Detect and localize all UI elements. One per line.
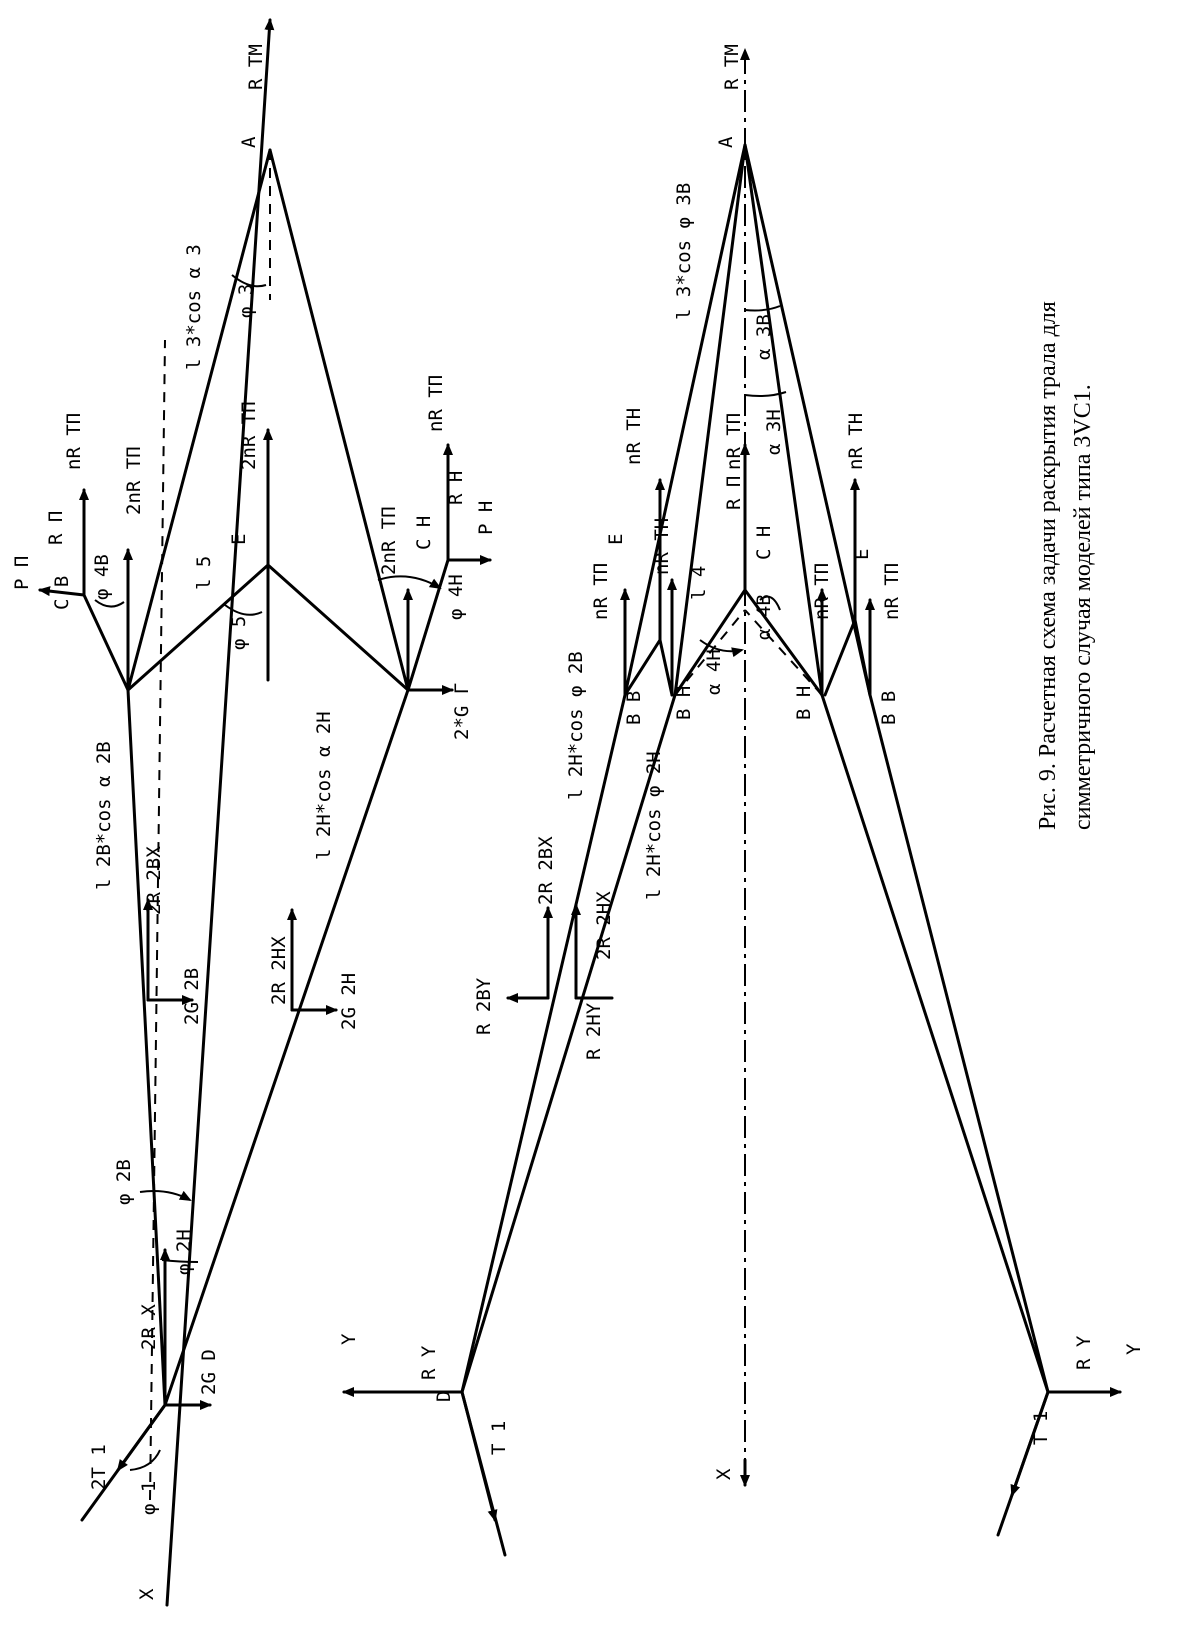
lower-d-label: D [433,1390,455,1402]
upper-phi1-label: φ 1 [138,1480,160,1515]
lower-two-r2hx-label: 2R 2HX [593,891,615,960]
upper-two-nrtp-mid-label: 2nR TП [238,401,260,470]
lower-nrth-left-label: nR TH [623,407,645,465]
lower-r2hy-label: R 2HY [583,1002,605,1060]
lower-bb-left-label: B B [623,690,645,725]
lower-y-right-label: Y [1123,1343,1145,1355]
lower-ch-label: C H [753,525,775,560]
upper-l3cos-label: l 3*cos α 3 [183,244,205,370]
lower-alpha3h-label: α 3H [763,409,785,455]
lower-nrtp-left-label: nR TП [590,562,612,620]
caption-line-2: симметричного случая моделей типа 3VC1. [1070,384,1096,830]
upper-two-r2bx-label: 2R 2BX [143,846,165,915]
alpha3b-arc [745,306,780,311]
upper-x-label: X [136,1588,158,1600]
upper-phi5-label: φ 5 [228,615,250,650]
lower-t1-right-label: T 1 [1030,1410,1052,1445]
lower-rtm-label: R TM [721,44,743,90]
upper-two-rx-label: 2R X [138,1304,160,1350]
lower-bh-left-label: B H [673,685,695,720]
upper-phi4h-label: φ 4H [445,574,467,620]
upper-a-label: A [238,136,260,148]
upper-ch-label: C H [413,515,435,550]
lower-bb-right-label: B B [878,690,900,725]
upper-e-label: E [228,533,250,545]
upper-phi3-label: φ 3 [235,283,257,318]
upper-two-r2hx-label: 2R 2HX [268,936,290,1005]
upper-two-nrtp-left-label: 2nR TП [123,446,145,515]
lower-l4-label: l 4 [688,565,710,600]
right-lower-wing [745,145,1048,1392]
right-e-bridle [825,620,870,695]
lower-ry-left-label: R Y [418,1345,440,1380]
phi1-arc [130,1450,160,1470]
upper-two-gd-label: 2G D [198,1349,220,1395]
lower-alpha4h-label: α 4H [703,649,725,695]
ch-branch [408,560,448,690]
upper-l2b-cos-label: l 2B*cos α 2B [93,741,115,890]
lower-l3cos-label: l 3*cos φ 3B [673,182,695,320]
upper-l5-label: l 5 [193,555,215,590]
lower-e-right-label: E [851,548,873,560]
lower-two-r2bx-label: 2R 2BX [535,836,557,905]
caption-line-1: Рис. 9. Расчетная схема задачи раскрытия трала для [1035,301,1061,830]
upper-two-nrtp-right-label: 2nR TП [378,506,400,575]
lower-view [338,44,1145,1555]
upper-rh-label: R H [445,470,467,505]
left-upper-wing [462,145,745,1392]
lower-l2h-cos-phi2b-label: l 2H*cos φ 2B [565,651,587,800]
lower-bh-right-label: B H [793,685,815,720]
lower-r2by-label: R 2BY [473,977,495,1035]
lower-nrtp-right-label: nR TП [811,562,833,620]
phi2b-arc [140,1191,190,1200]
upper-cb-label: C B [51,575,73,610]
lower-rp-label: R П [723,475,745,510]
right-upper-wing [745,145,1048,1392]
upper-two-g2b-label: 2G 2B [181,967,203,1025]
lower-alpha3b-label: α 3B [753,314,775,360]
upper-phi4b-label: φ 4B [91,554,113,600]
lower-nrth-left2-label: nR TH [651,517,673,575]
upper-two-t1-label: 2T 1 [88,1444,110,1490]
upper-rp-label: R П [45,510,67,545]
upper-nrtp-right-label: nR TП [425,374,447,432]
phi4h-arc [378,576,440,588]
two-t1-arrow [118,1405,165,1470]
upper-two-g2h-label: 2G 2H [338,972,360,1030]
lower-nrtp-right2-label: nR TП [881,562,903,620]
upper-phi2b-label: φ 2B [113,1159,135,1205]
lower-a-label: A [715,136,737,148]
lower-x-label: X [713,1468,735,1480]
lower-l2h-cos-phi2h-label: l 2H*cos φ 2H [643,751,665,900]
upper-phi2h-label: φ 2H [173,1229,195,1275]
left-t1-arrow [462,1392,495,1520]
cb-branch [84,595,128,690]
lower-t1-left-label: T 1 [488,1420,510,1455]
upper-nrtp-top-label: nR TП [63,412,85,470]
lower-nrtp-center-label: nR TП [723,412,745,470]
upper-ph-label: P H [475,500,497,535]
lower-ry-right-label: R Y [1073,1335,1095,1370]
figure-caption [1035,301,1096,830]
upper-two-gg-label: 2*G Г [451,682,473,740]
lower-e-left-label: E [605,533,627,545]
upper-rtm-label: R TM [245,44,267,90]
upper-l2h-cos-label: l 2H*cos α 2H [313,711,335,860]
upper-pp-label: P П [11,555,33,590]
lower-nrth-right-label: nR TH [845,412,867,470]
lower-y-left-label: Y [338,1333,360,1345]
lower-alpha4b-label: α 4B [753,594,775,640]
